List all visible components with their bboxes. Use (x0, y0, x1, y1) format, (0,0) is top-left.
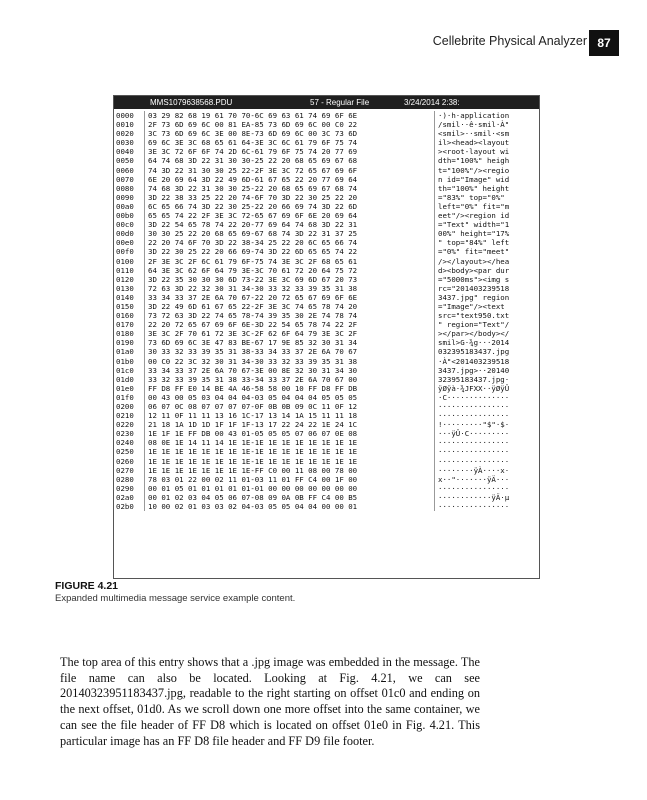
hex-offset: 01b0 (116, 356, 134, 366)
hex-ascii: ················ (434, 411, 509, 420)
figure-label: FIGURE 4.21 (55, 580, 119, 592)
hex-row (116, 338, 539, 347)
hex-offset: 0230 (116, 429, 134, 439)
hex-row (116, 429, 539, 438)
hex-ascii: ÿØÿà·¾JFXX··ÿØÿÛ (434, 384, 509, 393)
hex-offset: 0160 (116, 311, 134, 321)
hex-row (116, 147, 539, 156)
hex-offset: 02b0 (116, 502, 134, 512)
hex-row (116, 220, 539, 229)
hex-offset: 0240 (116, 438, 134, 448)
hex-offset: 0050 (116, 156, 134, 166)
hex-bytes: 00 C0 22 3C 32 30 31 34-30 33 32 33 39 35 31 38 (144, 357, 434, 366)
hex-bytes: 12 11 0F 11 11 13 16 1C-17 13 14 1A 15 11 11 18 (144, 411, 434, 420)
hex-offset: 0180 (116, 329, 134, 339)
hex-bytes: 6E 20 69 64 3D 22 49 6D-61 67 65 22 20 77 69 64 (144, 175, 434, 184)
hex-offset: 0020 (116, 129, 134, 139)
hex-offset: 0210 (116, 411, 134, 421)
hex-bytes: 3E 3C 2F 70 61 72 3E 3C-2F 62 6F 64 79 3E 3C 2F (144, 329, 434, 338)
hex-ascii: ="0%" fit="meet" (434, 247, 509, 256)
hex-offset: 01e0 (116, 383, 134, 393)
hex-ascii: ················ (434, 457, 509, 466)
hex-row (116, 229, 539, 238)
hex-offset: 0000 (116, 111, 134, 120)
hex-bytes: 10 00 02 01 03 03 02 04-03 05 05 04 04 00 00 01 (144, 502, 434, 511)
hex-offset: 00e0 (116, 238, 134, 248)
hex-offset: 00d0 (116, 229, 134, 239)
file-date: 3/24/2014 2:38: (404, 98, 460, 107)
hex-row (116, 366, 539, 375)
hex-row (116, 156, 539, 165)
hex-ascii: ················ (434, 447, 509, 456)
hex-ascii: ················ (434, 484, 509, 493)
hex-row (116, 402, 539, 411)
hex-row (116, 393, 539, 402)
hex-ascii: /></layout></hea (434, 257, 509, 266)
hex-row (116, 347, 539, 356)
hex-offset: 0170 (116, 320, 134, 330)
hex-row (116, 247, 539, 256)
hex-ascii: ················ (434, 438, 509, 447)
hex-bytes: 73 6D 69 6C 3E 47 83 BE-67 17 9E 85 32 30 31 34 (144, 338, 434, 347)
hex-row (116, 284, 539, 293)
hex-offset: 0190 (116, 338, 134, 348)
hex-ascii: ················ (434, 402, 509, 411)
file-name: MMS1079638568.PDU (150, 98, 233, 107)
hex-bytes: 74 68 3D 22 31 30 30 25-22 20 68 65 69 67 68 74 (144, 184, 434, 193)
hex-offset: 0220 (116, 420, 134, 430)
hex-row (116, 466, 539, 475)
hex-offset: 0040 (116, 147, 134, 157)
hex-ascii: t="100%"/><regio (434, 166, 509, 175)
hex-bytes: 73 72 63 3D 22 74 65 78-74 39 35 30 2E 74 78 74 (144, 311, 434, 320)
hex-row (116, 475, 539, 484)
hex-ascii: ="5000ms"><img s (434, 275, 509, 284)
hex-bytes: 72 63 3D 22 32 30 31 34-30 33 32 33 39 35 31 38 (144, 284, 434, 293)
hex-offset: 02a0 (116, 492, 134, 502)
hex-offset: 0110 (116, 265, 134, 275)
hex-ascii: 3437.jpg" region (434, 293, 509, 302)
hex-row (116, 184, 539, 193)
hex-ascii: " region="Text"/ (434, 320, 509, 329)
hex-bytes: 00 01 05 01 01 01 01 01-01 00 00 00 00 00 00 00 (144, 484, 434, 493)
hex-offset: 0100 (116, 256, 134, 266)
hex-bytes: 3D 22 35 30 30 30 6D 73-22 3E 3C 69 6D 67 20 73 (144, 275, 434, 284)
hex-ascii: il><head><layout (434, 138, 509, 147)
hex-ascii: ></par></body></ (434, 329, 509, 338)
hex-dump (114, 109, 539, 511)
hex-ascii: eet"/><region id (434, 211, 509, 220)
hex-bytes: 33 34 33 37 2E 6A 70 67-3E 00 8E 32 30 31 34 30 (144, 366, 434, 375)
hex-ascii: rc="201403239518 (434, 284, 509, 293)
hex-offset: 0130 (116, 283, 134, 293)
running-title: Cellebrite Physical Analyzer (432, 34, 587, 48)
hex-offset: 01a0 (116, 347, 134, 357)
hex-bytes: 1E 1F 1E FF DB 00 43 01-05 05 05 07 06 07 0E 08 (144, 429, 434, 438)
hex-offset: 0290 (116, 483, 134, 493)
hex-row (116, 175, 539, 184)
hex-row (116, 484, 539, 493)
hex-row (116, 111, 539, 120)
hex-bytes: 2F 3E 3C 2F 6C 61 79 6F-75 74 3E 3C 2F 68 65 61 (144, 257, 434, 266)
hex-bytes: 3D 22 38 33 25 22 20 74-6F 70 3D 22 30 25 22 20 (144, 193, 434, 202)
hex-bytes: 65 65 74 22 2F 3E 3C 72-65 67 69 6F 6E 20 69 64 (144, 211, 434, 220)
hex-row (116, 357, 539, 366)
hex-ascii: " top="84%" left (434, 238, 509, 247)
hex-row (116, 320, 539, 329)
hex-bytes: 00 43 00 05 03 04 04 04-03 05 04 04 04 05 05 05 (144, 393, 434, 402)
hex-offset: 01d0 (116, 374, 134, 384)
hex-offset: 0150 (116, 301, 134, 311)
hex-offset: 00a0 (116, 201, 134, 211)
hex-row (116, 202, 539, 211)
hex-ascii: ="Text" width="1 (434, 220, 509, 229)
hex-bytes: 33 34 33 37 2E 6A 70 67-22 20 72 65 67 69 6F 6E (144, 293, 434, 302)
hex-bytes: 06 07 0C 08 07 07 07 07-0F 0B 0B 09 0C 11 0F 12 (144, 402, 434, 411)
hex-ascii: ="Image"/><text (434, 302, 509, 311)
hex-offset: 0120 (116, 274, 134, 284)
hex-row (116, 375, 539, 384)
hex-ascii: <smil>··smil·<sm (434, 129, 509, 138)
hex-offset: 0010 (116, 120, 134, 130)
hex-offset: 00f0 (116, 247, 134, 257)
hex-row (116, 238, 539, 247)
hex-offset: 0270 (116, 465, 134, 475)
hex-bytes: 22 20 74 6F 70 3D 22 38-34 25 22 20 6C 65 66 74 (144, 238, 434, 247)
page-header (0, 30, 647, 56)
hex-ascii: ·À"<201403239518 (434, 357, 509, 366)
hex-row (116, 502, 539, 511)
hex-ascii: ········ÿÀ····x· (434, 466, 509, 475)
hex-bytes: 22 20 72 65 67 69 6F 6E-3D 22 54 65 78 74 22 2F (144, 320, 434, 329)
hex-row (116, 420, 539, 429)
hex-bytes: 3D 22 49 6D 61 67 65 22-2F 3E 3C 74 65 78 74 20 (144, 302, 434, 311)
hex-row (116, 311, 539, 320)
hex-ascii: d><body><par dur (434, 266, 509, 275)
hex-row (116, 447, 539, 456)
hex-offset: 00b0 (116, 211, 134, 221)
hex-bytes: 33 32 33 39 35 31 38 33-34 33 37 2E 6A 70 67 00 (144, 375, 434, 384)
hex-bytes: FF D8 FF E0 14 BE 4A 46-58 58 00 10 FF D8 FF DB (144, 384, 434, 393)
hex-bytes: 30 30 25 22 20 68 65 69-67 68 74 3D 22 31 37 25 (144, 229, 434, 238)
hex-ascii: 32395183437.jpg· (434, 375, 509, 384)
hex-viewer-screenshot (113, 95, 540, 579)
hex-ascii: ·C·············· (434, 393, 509, 402)
hex-row (116, 384, 539, 393)
hex-ascii: dth="100%" heigh (434, 156, 509, 165)
hex-bytes: 3C 73 6D 69 6C 3E 00 8E-73 6D 69 6C 00 3C 73 6D (144, 129, 434, 138)
hex-bytes: 21 18 1A 1D 1D 1F 1F 1F-13 17 22 24 22 1E 24 1C (144, 420, 434, 429)
hex-offset: 01c0 (116, 365, 134, 375)
hex-bytes: 30 33 32 33 39 35 31 38-33 34 33 37 2E 6A 70 67 (144, 347, 434, 356)
hex-ascii: 3437.jpg>··20140 (434, 366, 509, 375)
hex-ascii: ···ÿÛ·C········· (434, 429, 509, 438)
figure-caption: Expanded multimedia message service example content. (55, 593, 296, 604)
hex-ascii: 032395183437.jpg (434, 347, 509, 356)
hex-bytes: 3D 22 54 65 78 74 22 20-77 69 64 74 68 3D 22 31 (144, 220, 434, 229)
hex-row (116, 266, 539, 275)
hex-ascii: left="0%" fit="m (434, 202, 509, 211)
hex-ascii: n id="Image" wid (434, 175, 509, 184)
hex-offset: 0140 (116, 292, 134, 302)
hex-bytes: 3D 22 30 25 22 20 66 69-74 3D 22 6D 65 65 74 22 (144, 247, 434, 256)
hex-row (116, 257, 539, 266)
hex-bytes: 08 0E 1E 14 11 14 1E 1E-1E 1E 1E 1E 1E 1E 1E 1E (144, 438, 434, 447)
hex-bytes: 64 3E 3C 62 6F 64 79 3E-3C 70 61 72 20 64 75 72 (144, 266, 434, 275)
hex-offset: 0070 (116, 174, 134, 184)
hex-ascii: src="text950.txt (434, 311, 509, 320)
hex-bytes: 1E 1E 1E 1E 1E 1E 1E 1E-1E 1E 1E 1E 1E 1E 1E 1E (144, 447, 434, 456)
body-paragraph: The top area of this entry shows that a .jpg image was embedded in the message. The file name can also be located. Looking at Fig. 4.21, we can see 20140323951183437.jpg, readable to the right starting on offset 01c0 and ending on the next offset, 01d0. As we scroll down one more offset into the same container, we can see the file header of FF D8 which is located on offset 01e0 in Fig. 4.21. This particular image has an FF D8 file header and FF D9 file footer. (60, 655, 480, 748)
hex-ascii: ="83%" top="0%" (434, 193, 509, 202)
hex-row (116, 166, 539, 175)
hex-row (116, 493, 539, 502)
hex-viewer-title-bar (114, 96, 539, 109)
page-number: 87 (589, 30, 619, 56)
hex-bytes: 00 01 02 03 04 05 06 07-08 09 0A 0B FF C4 00 B5 (144, 493, 434, 502)
hex-ascii: ·)·h·application (434, 111, 509, 120)
hex-bytes: 69 6C 3E 3C 68 65 61 64-3E 3C 6C 61 79 6F 75 74 (144, 138, 434, 147)
hex-ascii: th="100%" height (434, 184, 509, 193)
hex-offset: 0060 (116, 165, 134, 175)
hex-row (116, 120, 539, 129)
hex-row (116, 411, 539, 420)
hex-bytes: 1E 1E 1E 1E 1E 1E 1E 1E-1E 1E 1E 1E 1E 1E 1E 1E (144, 457, 434, 466)
hex-bytes: 03 29 82 68 19 61 70 70-6C 69 63 61 74 69 6F 6E (144, 111, 434, 120)
hex-offset: 00c0 (116, 220, 134, 230)
hex-row (116, 129, 539, 138)
hex-row (116, 329, 539, 338)
hex-bytes: 74 3D 22 31 30 30 25 22-2F 3E 3C 72 65 67 69 6F (144, 166, 434, 175)
hex-row (116, 438, 539, 447)
hex-row (116, 293, 539, 302)
hex-offset: 0280 (116, 474, 134, 484)
hex-row (116, 193, 539, 202)
hex-row (116, 138, 539, 147)
hex-row (116, 457, 539, 466)
hex-offset: 0200 (116, 402, 134, 411)
hex-offset: 0260 (116, 456, 134, 466)
hex-offset: 0030 (116, 138, 134, 148)
hex-offset: 0090 (116, 192, 134, 202)
hex-row (116, 275, 539, 284)
hex-offset: 01f0 (116, 392, 134, 402)
hex-row (116, 211, 539, 220)
hex-ascii: ················ (434, 502, 509, 511)
hex-ascii: /smil··ê·smil·À" (434, 120, 509, 129)
hex-bytes: 6C 65 66 74 3D 22 30 25-22 20 66 69 74 3D 22 6D (144, 202, 434, 211)
hex-bytes: 1E 1E 1E 1E 1E 1E 1E 1E-FF C0 00 11 08 00 78 00 (144, 466, 434, 475)
file-type: 57 - Regular File (310, 98, 370, 107)
hex-bytes: 3E 3C 72 6F 6F 74 2D 6C-61 79 6F 75 74 20 77 69 (144, 147, 434, 156)
hex-row (116, 302, 539, 311)
hex-ascii: smil>G·¾g···2014 (434, 338, 509, 347)
hex-ascii: 00%" height="17% (434, 229, 509, 238)
hex-bytes: 64 74 68 3D 22 31 30 30-25 22 20 68 65 69 67 68 (144, 156, 434, 165)
hex-ascii: ············ÿÄ·µ (434, 493, 509, 502)
hex-offset: 0080 (116, 183, 134, 193)
hex-ascii: !·········"$"·$· (434, 420, 509, 429)
hex-bytes: 78 03 01 22 00 02 11 01-03 11 01 FF C4 00 1F 00 (144, 475, 434, 484)
hex-ascii: x··"·······ÿÄ··· (434, 475, 509, 484)
hex-bytes: 2F 73 6D 69 6C 00 81 EA-85 73 6D 69 6C 00 C0 22 (144, 120, 434, 129)
hex-ascii: ><root-layout wi (434, 147, 509, 156)
hex-offset: 0250 (116, 447, 134, 457)
